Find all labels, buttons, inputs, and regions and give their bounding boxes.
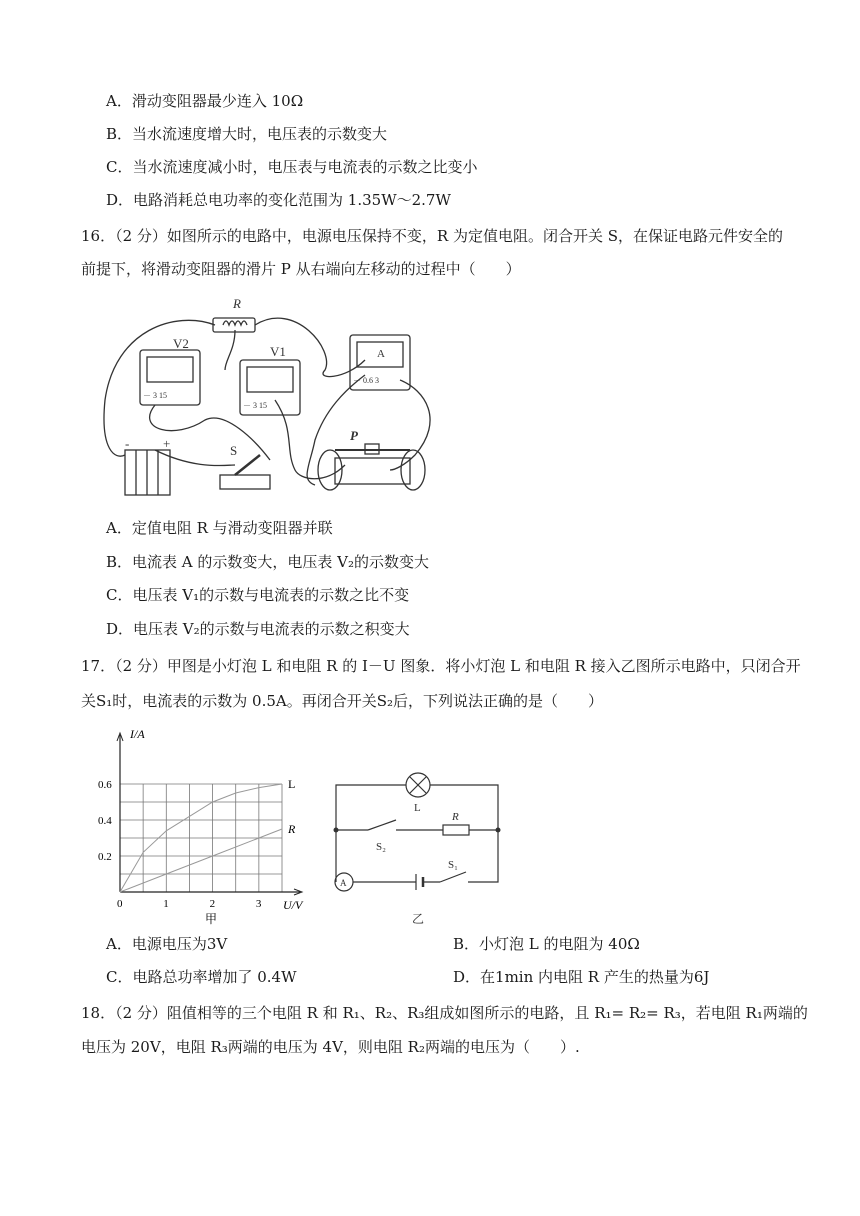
graph-xlabel: U/V (283, 898, 303, 912)
switch-s (220, 475, 270, 489)
wire (336, 785, 406, 830)
x-tick-label: 1 (163, 898, 169, 910)
graph-caption: 甲 (205, 912, 218, 925)
label-r: R (452, 811, 459, 823)
label-a: A (377, 348, 385, 360)
x-tick-label: 0 (117, 898, 123, 910)
q16-circuit-figure (95, 290, 455, 505)
label-p: P (350, 428, 358, 443)
q15-option-a: A．滑动变阻器最少连入 10Ω (106, 92, 304, 110)
voltmeter-v2-dial (147, 357, 193, 382)
wire (150, 405, 270, 460)
q15-option-d: D．电路消耗总电功率的变化范围为 1.35W～2.7W (106, 191, 451, 209)
q18-stem-line1: 18．（2 分）阻值相等的三个电阻 R 和 R₁、R₂、R₃组成如图所示的电路，且 R₁= R₂= R₃，若电阻 R₁两端的 (81, 1004, 808, 1022)
y-tick-label: 0.2 (98, 851, 112, 863)
q15-option-c: C．当水流速度减小时，电压表与电流表的示数之比变小 (106, 158, 478, 176)
junction-dot (334, 828, 339, 833)
q16-stem-line2: 前提下，将滑动变阻器的滑片 P 从右端向左移动的过程中（ ） (81, 260, 521, 278)
graph-ylabel: I/A (130, 727, 145, 741)
label-l: L (414, 802, 421, 814)
q18-stem-line2: 电压为 20V，电阻 R₃两端的电压为 4V，则电阻 R₂两端的电压为（ ）. (81, 1038, 580, 1056)
x-tick-label: 3 (255, 898, 262, 910)
wire (104, 320, 215, 456)
resistor-r (443, 825, 469, 835)
graph-axis-labels (98, 777, 296, 910)
rheostat-coil (335, 458, 410, 484)
q16-option-c: C．电压表 V₁的示数与电流表的示数之比不变 (106, 586, 410, 604)
q17-option-b: B．小灯泡 L 的电阻为 40Ω (453, 935, 640, 953)
wire (155, 450, 235, 466)
q17-iu-graph (95, 725, 340, 925)
q16-option-d: D．电压表 V₂的示数与电流表的示数之积变大 (106, 620, 410, 638)
resistor (213, 318, 255, 332)
wire (390, 380, 430, 470)
q17-option-d: D．在1min 内电阻 R 产生的热量为6J (453, 968, 710, 986)
wire (430, 785, 498, 830)
y-tick-label: 0.4 (98, 815, 112, 827)
battery-plus: + (163, 436, 171, 451)
label-s2: S₂ (376, 841, 386, 853)
wire (468, 830, 498, 882)
v2-scale: － 3 15 (143, 391, 167, 400)
label-r: R (233, 296, 241, 311)
graph-grid (117, 733, 302, 895)
curve-label-l: L (288, 777, 296, 791)
q16-stem-line1: 16．（2 分）如图所示的电路中，电源电压保持不变，R 为定值电阻。闭合开关 S，在保证电路元件安全的 (81, 227, 784, 245)
series-line-R (120, 829, 282, 892)
q17-circuit-diagram (328, 765, 508, 930)
label-s1: S₁ (448, 859, 458, 871)
q16-option-a: A．定值电阻 R 与滑动变阻器并联 (106, 519, 333, 537)
switch-s1 (440, 872, 466, 882)
q17-stem-line1: 17．（2 分）甲图是小灯泡 L 和电阻 R 的 I－U 图象．将小灯泡 L 和电阻 R 接入乙图所示电路中，只闭合开 (81, 657, 801, 675)
v1-scale: － 3 15 (243, 401, 267, 410)
circuit-caption: 乙 (412, 912, 425, 926)
label-v2: V2 (173, 336, 189, 351)
a-scale: － 0.6 3 (353, 376, 379, 385)
label-a: A (340, 878, 347, 888)
y-tick-label: 0.6 (98, 779, 112, 791)
q17-option-a: A．电源电压为3V (106, 935, 228, 953)
x-tick-label: 2 (209, 898, 216, 910)
curve-label-r: R (288, 822, 296, 836)
resistor-coil (223, 321, 247, 325)
q17-option-c: C．电路总功率增加了 0.4W (106, 968, 297, 986)
voltmeter-v1-dial (247, 367, 293, 392)
label-s: S (230, 443, 238, 458)
q15-option-b: B．当水流速度增大时，电压表的示数变大 (106, 125, 388, 143)
wire (225, 330, 235, 370)
junction-dot (496, 828, 501, 833)
label-v1: V1 (270, 344, 286, 359)
q16-option-b: B．电流表 A 的示数变大，电压表 V₂的示数变大 (106, 553, 430, 571)
battery-minus: - (125, 436, 130, 451)
q17-stem-line2: 关S₁时，电流表的示数为 0.5A。再闭合开关S₂后，下列说法正确的是（ ） (81, 692, 604, 710)
switch-s2 (368, 820, 396, 830)
